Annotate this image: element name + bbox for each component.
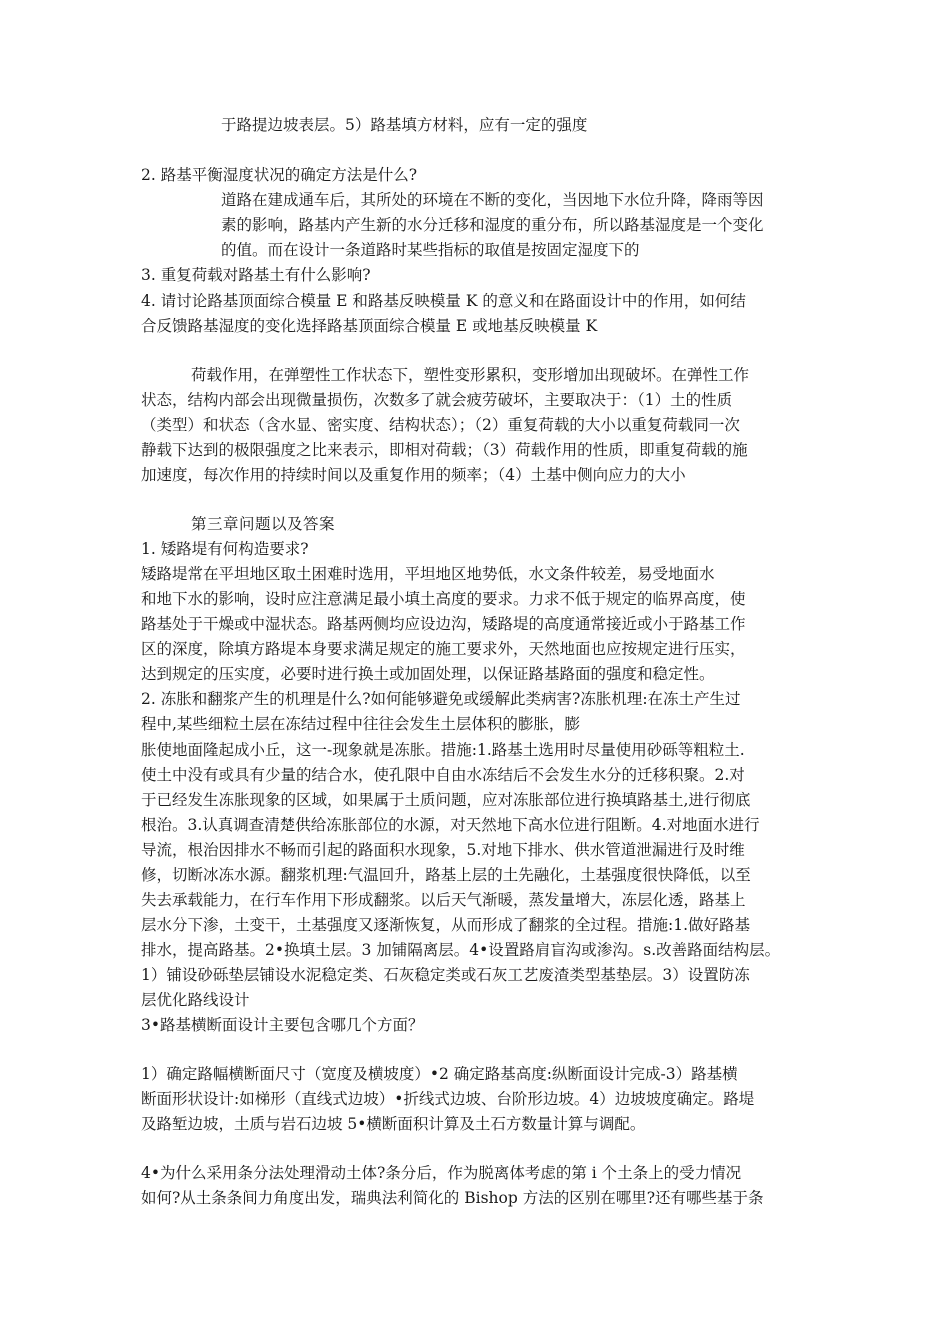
text-line: 静载下达到的极限强度之比来表示，即相对荷载；（3）荷载作用的性质，即重复荷载的施 <box>141 441 748 459</box>
question-2: 2. 路基平衡湿度状况的确定方法是什么? <box>141 166 418 184</box>
text-line: 合反馈路基湿度的变化选择路基顶面综合模量 E 或地基反映模量 K <box>141 317 598 335</box>
text-line: 失去承载能力，在行车作用下形成翻浆。以后天气渐暖，蒸发量增大，冻层化透，路基上 <box>141 891 746 909</box>
text-line: 区的深度，除填方路堤本身要求满足规定的施工要求外，天然地面也应按规定进行压实， <box>141 640 746 658</box>
text-line: 的值。而在设计一条道路时某些指标的取值是按固定湿度下的 <box>221 241 640 259</box>
text-line: 状态，结构内部会出现微量损伤，次数多了就会疲劳破坏，主要取决于：（1）土的性质 <box>141 391 733 409</box>
question-3: 3. 重复荷载对路基土有什么影响? <box>141 266 371 284</box>
chapter-title: 第三章问题以及答案 <box>191 515 336 533</box>
text-line: 道路在建成通车后，其所处的环境在不断的变化，当因地下水位升降，降雨等因 <box>221 191 764 209</box>
text-line: 1）铺设砂砾垫层铺设水泥稳定类、石灰稳定类或石灰工艺废渣类型基垫层。3）设置防冻 <box>141 966 750 984</box>
text-line: 达到规定的压实度，必要时进行换土或加固处理，以保证路基路面的强度和稳定性。 <box>141 665 715 683</box>
question-3: 3•路基横断面设计主要包含哪几个方面？ <box>141 1016 424 1034</box>
question-4: 4•为什么采用条分法处理滑动土体?条分后，作为脱离体考虑的第 i 个土条上的受力情况 <box>141 1164 742 1182</box>
text-line: 荷载作用，在弹塑性工作状态下，塑性变形累积，变形增加出现破坏。在弹性工作 <box>191 366 750 384</box>
text-line: 使土中没有或具有少量的结合水，使孔限中自由水冻结后不会发生水分的迁移积聚。2.对 <box>141 766 745 784</box>
text-line: 矮路堤常在平坦地区取土困难时选用，平坦地区地势低，水文条件较差，易受地面水 <box>141 565 715 583</box>
text-line: 1）确定路幅横断面尺寸（宽度及横坡度）•2 确定路基高度:纵断面设计完成-3）路基横 <box>141 1065 738 1083</box>
text-line: 断面形状设计:如梯形（直线式边坡）•折线式边坡、台阶形边坡。4）边坡坡度确定。路堤 <box>141 1090 755 1108</box>
text-line: 导流，根治因排水不畅而引起的路面积水现象，5.对地下排水、供水管道泄漏进行及时维 <box>141 841 745 859</box>
text-line: 素的影响，路基内产生新的水分迁移和湿度的重分布，所以路基湿度是一个变化 <box>221 216 764 234</box>
text-line: 加速度，每次作用的持续时间以及重复作用的频率；（4）土基中侧向应力的大小 <box>141 466 686 484</box>
text-line: 程中,某些细粒土层在冻结过程中往往会发生土层体积的膨胀，膨 <box>141 715 580 733</box>
text-line: 胀使地面隆起成小丘，这一-现象就是冻胀。措施:1.路基土选用时尽量使用砂砾等粗粒土. <box>141 741 745 759</box>
text-line: 及路堑边坡，土质与岩石边坡 5•横断面积计算及土石方数量计算与调配。 <box>141 1115 646 1133</box>
text-line: 于已经发生冻胀现象的区域，如果属于土质问题，应对冻胀部位进行换填路基土,进行彻底 <box>141 791 751 809</box>
text-line: 路基处于干燥或中湿状态。路基两侧均应设边沟，矮路堤的高度通常接近或小于路基工作 <box>141 615 746 633</box>
text-line: 根治。3.认真调查清楚供给冻胀部位的水源，对天然地下高水位进行阻断。4.对地面水进行 <box>141 816 760 834</box>
text-line: 修，切断冰冻水源。翻浆机理:气温回升，路基上层的土先融化，土基强度很快降低，以至 <box>141 866 751 884</box>
text-line: 如何?从土条条间力角度出发，瑞典法利简化的 Bishop 方法的区别在哪里?还有哪些基于条 <box>141 1189 764 1207</box>
text-line: 层水分下渗，土变干，土基强度又逐渐恢复，从而形成了翻浆的全过程。措施:1.做好路基 <box>141 916 751 934</box>
question-4: 4. 请讨论路基顶面综合模量 E 和路基反映模量 K 的意义和在路面设计中的作用，如何结 <box>141 292 746 310</box>
text-line: （类型）和状态（含水显、密实度、结构状态）；（2）重复荷载的大小以重复荷载同一次 <box>141 416 740 434</box>
question-2: 2. 冻胀和翻浆产生的机理是什么?如何能够避免或缓解此类病害?冻胀机理:在冻土产生过 <box>141 690 741 708</box>
text-line: 于路提边坡表层。5）路基填方材料，应有一定的强度 <box>221 116 588 134</box>
text-line: 排水，提高路基。2•换填土层。3 加铺隔离层。4•设置路肩盲沟或渗沟。s.改善路面结构层。 <box>141 941 781 959</box>
text-line: 和地下水的影响，设时应注意满足最小填土高度的要求。力求不低于规定的临界高度，使 <box>141 590 746 608</box>
question-1: 1. 矮路堤有何构造要求? <box>141 540 309 558</box>
text-line: 层优化路线设计 <box>141 991 250 1009</box>
